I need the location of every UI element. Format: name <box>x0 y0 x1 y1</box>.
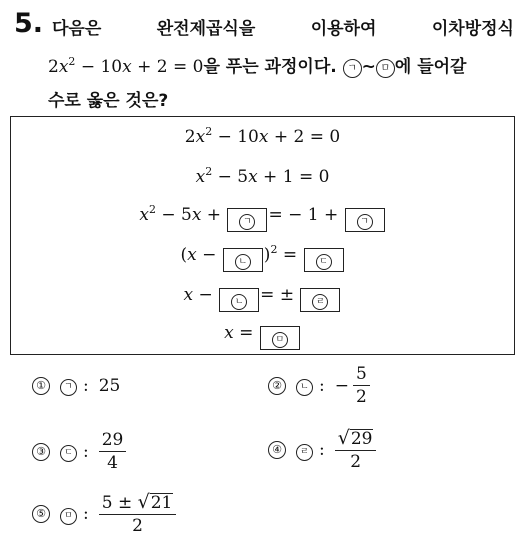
sqrt-radicand: 29 <box>350 429 373 449</box>
blank-a <box>345 208 385 232</box>
eq3-mid: = − 1 + <box>268 205 339 225</box>
equation-2: $x^2 - 5x + 1 = 0$ <box>195 165 330 187</box>
option-fraction <box>335 428 377 472</box>
option-number: ③ <box>32 443 50 461</box>
option-5[interactable]: ⑤ ㅁ : 5 ± √ 21 2 <box>32 492 176 536</box>
marker-b-icon: ㄴ <box>235 254 251 270</box>
marker-a-icon: ㄱ <box>343 59 362 78</box>
marker-d-icon: ㄹ <box>312 294 328 310</box>
word: 이차방정식 <box>431 19 514 39</box>
eq6-lhs: x = <box>224 323 254 343</box>
word: 다음은 <box>52 19 102 39</box>
equation-1: $2x^2 - 10x + 2 = 0$ <box>184 125 341 147</box>
option-value: 25 <box>98 375 121 396</box>
marker-e-icon: ㅁ <box>272 332 288 348</box>
solution-box <box>10 116 515 355</box>
fraction-numerator: 5 ± √ 21 <box>99 492 177 515</box>
fraction-denominator: 4 <box>107 453 118 473</box>
marker-a-icon: ㄱ <box>60 379 77 396</box>
given-equation: $2x^2 - 10x + 2 = 0$ <box>48 55 204 77</box>
marker-b-icon: ㄴ <box>296 379 313 396</box>
equation-5: x − ㄴ = ± ㄹ <box>11 285 514 312</box>
blank-b <box>219 288 259 312</box>
option-number: ⑤ <box>32 505 50 523</box>
word: 이용하여 <box>310 19 377 39</box>
blank-c <box>304 248 344 272</box>
line2-end: 에 들어갈 <box>394 57 467 77</box>
equation-3: $x^2 - 5x$ + ㄱ = − 1 + ㄱ <box>11 205 514 232</box>
option-4[interactable]: ④ ㄹ : √ 29 2 <box>268 428 376 472</box>
option-number: ② <box>268 377 286 395</box>
equation-6 <box>11 323 514 350</box>
marker-b-icon: ㄴ <box>231 294 247 310</box>
question-line-1 <box>52 14 514 39</box>
marker-d-icon: ㄹ <box>296 444 313 461</box>
fraction-numerator: √ 29 <box>335 428 377 451</box>
marker-a-icon: ㄱ <box>239 214 255 230</box>
option-fraction <box>99 492 177 536</box>
numerator-prefix: 5 ± <box>101 493 133 513</box>
word: 완전제곱식을 <box>156 19 256 39</box>
blank-e <box>260 326 300 350</box>
marker-e-icon: ㅁ <box>60 508 77 525</box>
option-sign: − <box>334 375 349 396</box>
eq1-rhs: = 0 <box>309 127 341 147</box>
marker-e-icon: ㅁ <box>376 59 395 78</box>
eq5-pm: = ± <box>260 285 295 305</box>
option-fraction <box>353 364 370 407</box>
option-1[interactable]: ① ㄱ : 25 <box>32 375 120 396</box>
blank-b <box>223 248 263 272</box>
question-line-3: 수로 옳은 것은? <box>48 91 169 111</box>
marker-c-icon: ㄷ <box>316 254 332 270</box>
question-line-2 <box>48 52 466 78</box>
option-3[interactable]: ③ ㄷ : $\frac{29}{4}$ <box>32 430 126 473</box>
blank-d <box>300 288 340 312</box>
option-fraction <box>99 430 127 473</box>
fraction-denominator: 2 <box>350 452 362 472</box>
option-number: ④ <box>268 441 286 459</box>
fraction-numerator: 29 <box>99 430 127 452</box>
fraction-denominator: 2 <box>355 387 367 407</box>
fraction-denominator: 2 <box>132 516 143 536</box>
sqrt-radicand: 21 <box>150 493 173 513</box>
option-2[interactable]: ② ㄴ : − $\frac{5}{2}$ <box>268 364 370 407</box>
line2-tail: 을 푸는 과정이다. <box>203 57 337 77</box>
range-tilde: ~ <box>361 57 376 77</box>
marker-a-icon: ㄱ <box>357 214 373 230</box>
question-number: 5. <box>14 8 44 39</box>
fraction-numerator: 5 <box>353 364 370 386</box>
equation-4: (x − ㄴ )$^2$ = ㄷ <box>11 245 514 272</box>
option-number: ① <box>32 377 50 395</box>
marker-c-icon: ㄷ <box>60 445 77 462</box>
eq2-rhs: = 0 <box>298 167 330 187</box>
blank-a <box>227 208 267 232</box>
